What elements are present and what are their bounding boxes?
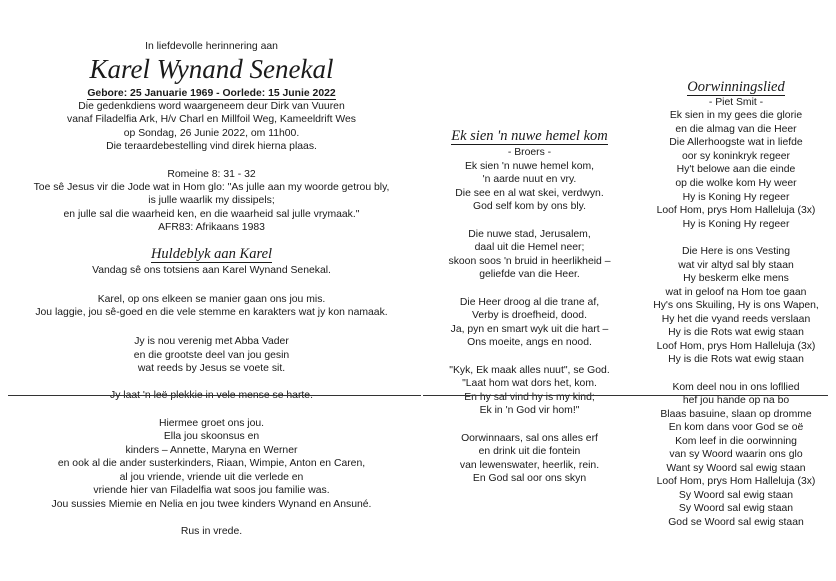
scripture-line: Toe sê Jesus vir die Jode wat in Hom glo: "As julle aan my woorde getrou bly, bbox=[33, 182, 390, 193]
intro-line: In liefdevolle herinnering aan bbox=[145, 41, 278, 52]
poem2-line: Hy's ons Skuiling, Hy is ons Wapen, bbox=[653, 300, 819, 311]
poem2-line: Hy is die Rots wat ewig staan bbox=[668, 327, 804, 338]
poem1-line: "Kyk, Ek maak alles nuut", se God. bbox=[449, 365, 610, 376]
poem2-line: Ek sien in my gees die glorie bbox=[669, 110, 803, 121]
poem1-line: van lewenswater, heerlik, rein. bbox=[459, 460, 600, 471]
poem2-line: oor sy koninkryk regeer bbox=[682, 151, 790, 162]
tribute-line: en ook al die ander susterkinders, Riaan, Wimpie, Anton en Caren, bbox=[57, 458, 366, 469]
poem2-line: wat in geloof na Hom toe gaan bbox=[665, 287, 807, 298]
scripture-line: is julle waarlik my dissipels; bbox=[148, 195, 275, 206]
poem2-line: Hy beskerm elke mens bbox=[683, 273, 789, 284]
poem2-line: God se Woord sal ewig staan bbox=[668, 517, 804, 528]
poem2-line: Loof Hom, prys Hom Halleluja (3x) bbox=[656, 341, 816, 352]
poem2-line: Kom leef in die oorwinning bbox=[675, 436, 797, 447]
poem1-line: Die see en al wat skei, verdwyn. bbox=[455, 188, 604, 199]
poem2-line: Hy't belowe aan die einde bbox=[676, 164, 796, 175]
poem1-line: Die nuwe stad, Jerusalem, bbox=[468, 229, 591, 240]
poem2-line: Die Allerhoogste wat in liefde bbox=[669, 137, 803, 148]
tribute-line: en die grootste deel van jou gesin bbox=[133, 350, 290, 361]
tribute-line: wat reeds by Jesus se voete sit. bbox=[137, 363, 286, 374]
poem2-line: van sy Woord waarin ons glo bbox=[669, 449, 803, 460]
poem2-line: wat vir altyd sal bly staan bbox=[678, 260, 794, 271]
poem1-line: Verby is droefheid, dood. bbox=[472, 310, 587, 321]
poem1-line: En God sal oor ons skyn bbox=[472, 473, 587, 484]
scripture-reference: Romeine 8: 31 - 32 bbox=[167, 169, 256, 180]
poem2-title: Oorwinningslied bbox=[687, 79, 785, 95]
poem2-line: Loof Hom, prys Hom Halleluja (3x) bbox=[656, 205, 816, 216]
service-line: op Sondag, 26 Junie 2022, om 11h00. bbox=[123, 128, 300, 139]
poem2-line: En kom dans voor God se oë bbox=[668, 422, 804, 433]
tribute-closing: Rus in vrede. bbox=[180, 526, 243, 537]
scripture-line: en julle sal die waarheid ken, en die waarheid sal julle vrymaak." bbox=[63, 209, 360, 220]
poem1-line: "Laat hom wat dors het, kom. bbox=[462, 378, 597, 389]
service-line: Die teraardebestelling vind direk hierna plaas. bbox=[106, 141, 317, 152]
tribute-line: Karel, op ons elkeen se manier gaan ons jou mis. bbox=[97, 294, 326, 305]
poem2-line: Kom deel nou in ons lofllied bbox=[672, 382, 800, 393]
poem2-line: Die Here is ons Vesting bbox=[681, 246, 790, 257]
poem2-line: en die almag van die Heer bbox=[675, 124, 797, 135]
poem1-line: Ek sien 'n nuwe hemel kom, bbox=[464, 161, 595, 172]
poem1-line: en drink uit die fontein bbox=[478, 446, 581, 457]
poem1-line: Ek in 'n God vir hom!" bbox=[479, 405, 580, 416]
poem2-line: Blaas basuine, slaan op dromme bbox=[660, 409, 812, 420]
tribute-line: Hiermee groet ons jou. bbox=[158, 418, 265, 429]
poem2-line: op die wolke kom Hy weer bbox=[675, 178, 797, 189]
tribute-line: Jy is nou verenig met Abba Vader bbox=[134, 336, 289, 347]
poem1-line: Ons moeite, angs en nood. bbox=[467, 337, 592, 348]
poem2-line: hef jou hande op na bo bbox=[682, 395, 790, 406]
poem2-line: Hy is die Rots wat ewig staan bbox=[668, 354, 804, 365]
scripture-line: AFR83: Afrikaans 1983 bbox=[158, 222, 265, 233]
poem1-line: geliefde van die Heer. bbox=[479, 269, 580, 280]
deceased-name: Karel Wynand Senekal bbox=[89, 54, 334, 84]
tribute-line: kinders – Annette, Maryna en Werner bbox=[125, 445, 298, 456]
service-line: vanaf Filadelfia Ark, H/v Charl en Millfoil Weg, Kameeldrift Wes bbox=[67, 114, 356, 125]
poem1-line: Oorwinnaars, sal ons alles erf bbox=[461, 433, 598, 444]
poem1-author: - Broers - bbox=[507, 147, 552, 158]
tribute-heading: Huldeblyk aan Karel bbox=[150, 246, 273, 262]
fold-line-right bbox=[423, 395, 828, 396]
service-line: Die gedenkdiens word waargeneem deur Dirk van Vuuren bbox=[78, 101, 345, 112]
poem1-line: En hy sal vind hy is my kind; bbox=[464, 392, 595, 403]
tribute-line: Ella jou skoonsus en bbox=[163, 431, 260, 442]
poem2-line: Hy is Koning Hy regeer bbox=[682, 219, 790, 230]
poem2-line: Sy Woord sal ewig staan bbox=[678, 503, 794, 514]
tribute-line: Jou sussies Miemie en Nelia en jou twee kinders Wynand en Ansuné. bbox=[51, 499, 372, 510]
birth-death-dates: Gebore: 25 Januarie 1969 - Oorlede: 15 Junie 2022 bbox=[87, 88, 336, 99]
tribute-line: Vandag sê ons totsiens aan Karel Wynand Senekal. bbox=[92, 265, 331, 276]
tribute-line: al jou vriende, vriende uit die verlede en bbox=[119, 472, 304, 483]
poem2-line: Want sy Woord sal ewig staan bbox=[666, 463, 806, 474]
poem1-line: skoon soos 'n bruid in heerlikheid – bbox=[448, 256, 611, 267]
poem2-line: Loof Hom, prys Hom Halleluja (3x) bbox=[656, 476, 816, 487]
poem1-title: Ek sien 'n nuwe hemel kom bbox=[451, 128, 608, 144]
poem2-line: Sy Woord sal ewig staan bbox=[678, 490, 794, 501]
poem1-line: daal uit die Hemel neer; bbox=[474, 242, 585, 253]
poem2-line: Hy het die vyand reeds verslaan bbox=[661, 314, 811, 325]
fold-line-left bbox=[8, 395, 421, 396]
poem1-line: Die Heer droog al die trane af, bbox=[459, 297, 600, 308]
tribute-line: Jy laat 'n leë plekkie in vele mense se harte. bbox=[110, 390, 313, 401]
tribute-line: Jou laggie, jou sê-goed en die vele stemme en karakters wat jy kon namaak. bbox=[35, 307, 388, 318]
poem2-author: - Piet Smit - bbox=[708, 97, 764, 108]
poem1-line: Ja, pyn en smart wyk uit die hart – bbox=[450, 324, 609, 335]
poem1-line: 'n aarde nuut en vry. bbox=[482, 174, 577, 185]
tribute-line: vriende hier van Filadelfia wat soos jou familie was. bbox=[93, 485, 330, 496]
poem1-line: God self kom by ons bly. bbox=[473, 201, 586, 212]
poem2-line: Hy is Koning Hy regeer bbox=[682, 192, 790, 203]
